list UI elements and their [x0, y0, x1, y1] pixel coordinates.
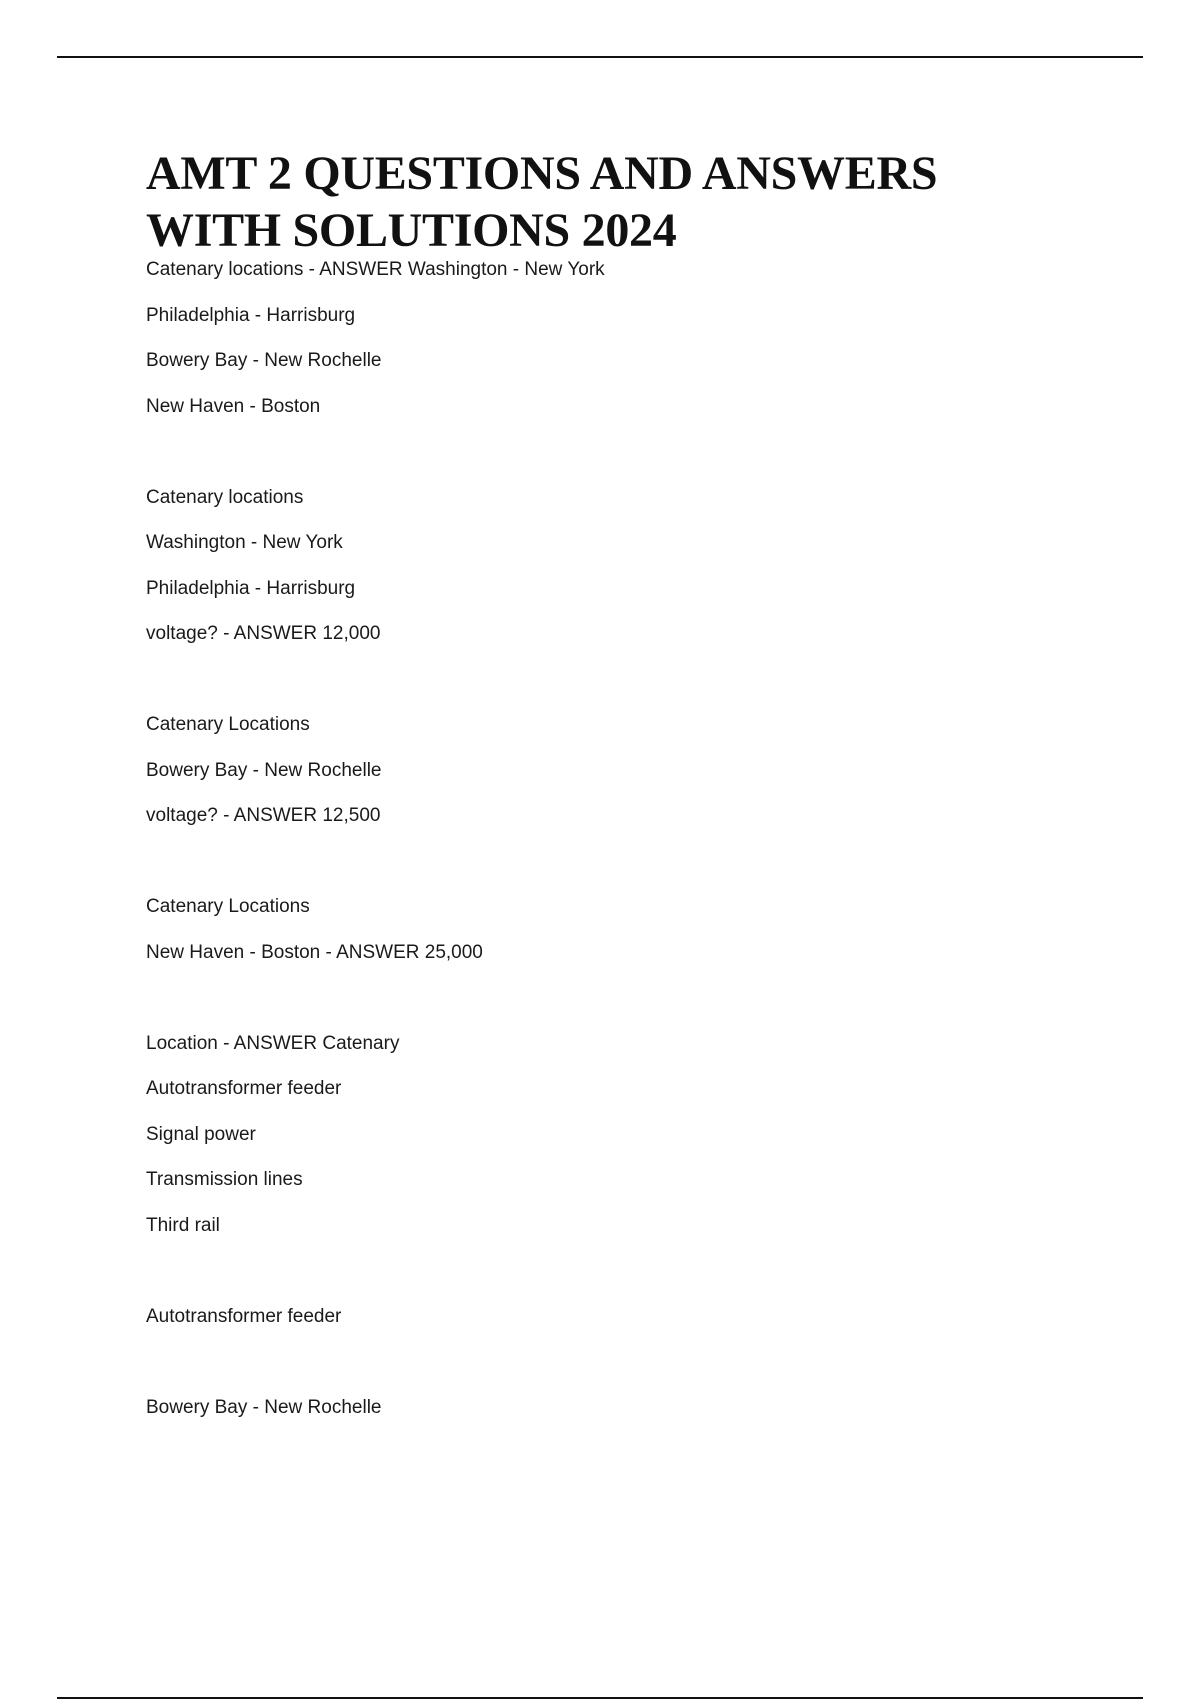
qa-line-8: voltage? - ANSWER 12,000: [146, 623, 381, 644]
qa-line-18: Third rail: [146, 1215, 220, 1236]
qa-line-13: New Haven - Boston - ANSWER 25,000: [146, 942, 483, 963]
qa-line-3: Bowery Bay - New Rochelle: [146, 350, 382, 371]
qa-line-11: voltage? - ANSWER 12,500: [146, 805, 381, 826]
qa-line-17: Transmission lines: [146, 1169, 303, 1190]
qa-line-15: Autotransformer feeder: [146, 1078, 342, 1099]
qa-line-5: Catenary locations: [146, 487, 304, 508]
qa-line-10: Bowery Bay - New Rochelle: [146, 760, 382, 781]
qa-line-20: Bowery Bay - New Rochelle: [146, 1397, 382, 1418]
qa-line-1: Catenary locations - ANSWER Washington - New York: [146, 259, 605, 280]
title-line-2: WITH SOLUTIONS 2024: [146, 204, 677, 257]
qa-line-19: Autotransformer feeder: [146, 1306, 342, 1327]
top-divider: [57, 56, 1143, 58]
bottom-divider: [57, 1697, 1143, 1699]
qa-line-7: Philadelphia - Harrisburg: [146, 578, 356, 599]
qa-line-2: Philadelphia - Harrisburg: [146, 305, 356, 326]
qa-line-6: Washington - New York: [146, 532, 343, 553]
qa-line-16: Signal power: [146, 1124, 256, 1145]
qa-line-9: Catenary Locations: [146, 714, 310, 735]
page-title: [146, 145, 1146, 259]
qa-line-4: New Haven - Boston: [146, 396, 321, 417]
title-line-1: AMT 2 QUESTIONS AND ANSWERS: [146, 147, 938, 200]
qa-line-14: Location - ANSWER Catenary: [146, 1033, 400, 1054]
qa-line-12: Catenary Locations: [146, 896, 310, 917]
